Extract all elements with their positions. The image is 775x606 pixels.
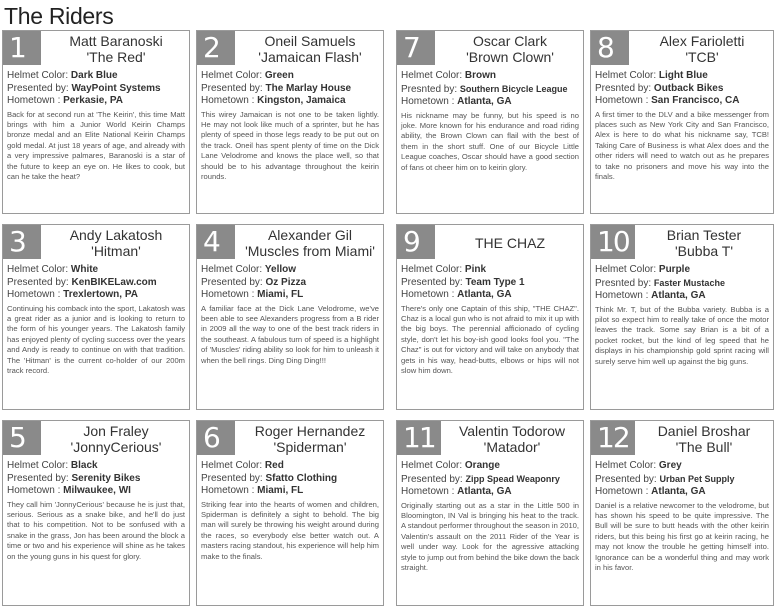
presented-label: Presnted by: <box>595 277 654 289</box>
rider-bio: Think Mr. T, but of the Bubba variety. Bubba is a pilot so expect him to really take of once the motor leaves the track. Some say Brian is a bit of a pocket rocket, but the kind of leg speed that he displays in his championship gold sprint racing will surely serve him well up against the big guns. <box>595 304 769 366</box>
helmet-color: Light Blue <box>658 70 708 81</box>
hometown: Trexlertown, PA <box>63 289 138 300</box>
helmet-label: Helmet Color: <box>595 264 659 275</box>
rider-name: Brian Tester <box>666 227 742 243</box>
helmet-color: Orange <box>464 460 500 471</box>
presented-label: Presented by: <box>401 276 466 288</box>
page-title: The Riders <box>4 3 114 29</box>
sponsor: Southern Bicycle League <box>459 83 568 94</box>
helmet-color: Yellow <box>264 264 297 275</box>
hometown: Atlanta, GA <box>651 290 706 301</box>
sponsor: Oz Pizza <box>265 276 307 288</box>
sponsor: Sfatto Clothing <box>265 472 338 484</box>
sponsor: Faster Mustache <box>653 277 725 288</box>
hometown: San Francisco, CA <box>651 95 740 106</box>
rider-name: Jon Fraley <box>83 423 149 439</box>
rider-number-badge: 3 <box>3 225 41 259</box>
helmet-color: Grey <box>658 460 682 471</box>
rider-name: Oscar Clark <box>473 33 547 49</box>
rider-name: Roger Hernandez <box>254 423 366 439</box>
helmet-label: Helmet Color: <box>201 264 265 275</box>
helmet-color: Purple <box>658 264 691 275</box>
rider-card-6 <box>196 420 384 606</box>
presented-label: Presented by: <box>201 82 266 94</box>
rider-number-badge: 10 <box>591 225 635 259</box>
presented-label: Presnted by: <box>595 82 654 94</box>
sponsor: Team Type 1 <box>465 276 525 288</box>
rider-nickname: 'Brown Clown' <box>466 49 554 65</box>
helmet-label: Helmet Color: <box>7 70 71 81</box>
rider-number-badge: 12 <box>591 421 635 455</box>
rider-card-10 <box>590 224 774 410</box>
presented-label: Presented by: <box>201 276 266 288</box>
rider-bio: His nickname may be funny, but his speed is no joke. More known for his endurance and road riding ability, the Brown Clown can flail with the best of them in the short stuff. One of our Bicycle Little League coaches, Oscar should have a good section of fans ot cheer him on to keirin glory. <box>401 110 579 172</box>
sponsor: The Marlay House <box>265 82 352 94</box>
rider-card-8 <box>590 30 774 214</box>
hometown-label: Hometown : <box>595 486 652 497</box>
rider-number-badge: 11 <box>397 421 441 455</box>
rider-nickname: 'The Red' <box>86 49 146 65</box>
hometown-label: Hometown : <box>7 95 64 106</box>
helmet-color: Red <box>264 460 284 471</box>
rider-bio: A first timer to the DLV and a bike messenger from places such as New York City and San Francisco, Alex is here to do what his nickname say, TCB! Taking Care of Business is what Alex does and the other riders will need to watch out as he prepares to take no prisoners and move his way into the finals. <box>595 109 769 181</box>
helmet-color: Green <box>264 70 294 81</box>
helmet-label: Helmet Color: <box>401 460 465 471</box>
helmet-color: White <box>70 264 99 275</box>
rider-number-badge: 2 <box>197 31 235 65</box>
sponsor: Urban Pet Supply <box>659 473 735 484</box>
presented-label: Presented by: <box>7 82 72 94</box>
hometown: Milwaukee, WI <box>63 485 131 496</box>
rider-card-4 <box>196 224 384 410</box>
rider-number-badge: 5 <box>3 421 41 455</box>
helmet-label: Helmet Color: <box>7 264 71 275</box>
rider-bio: Continuing his comback into the sport, Lakatosh was a great rider as a junior and is looking to return to the form of his younger years. The Lakatosh family has enjoyed plenty of cycling success over the years and Andy is ready to continue on with that tradition. The 'Hitman' is the current co-holder of our 200m track record. <box>7 303 185 375</box>
helmet-color: Dark Blue <box>70 70 118 81</box>
rider-bio: They call him 'JonnyCerious' because he is just that, serious. Serious as a snake bike, and he'll do just that to his competition. Not to be sonfused with a snake in the grass, Jon has been around the block a time or two and his experience will shine as he takes on the young guns in his quest for glory. <box>7 499 185 561</box>
hometown-label: Hometown : <box>201 485 258 496</box>
rider-card-11 <box>396 420 584 606</box>
presented-label: Presented by: <box>7 472 72 484</box>
helmet-label: Helmet Color: <box>201 70 265 81</box>
helmet-label: Helmet Color: <box>595 460 659 471</box>
rider-bio: A familiar face at the Dick Lane Velodrome, we've been able to see Alexanders progress from a B rider in 2009 all the way to one of the best track riders in the southeast. A fabulous turn of speed is a highlight of 'Muscles' riding ability so look for him to unleash it when the bell rings. Ding Ding Ding!!! <box>201 303 379 365</box>
rider-number-badge: 4 <box>197 225 235 259</box>
rider-bio: Daniel is a relative newcomer to the velodrome, but has shown his speed to be quite impressive. The Bull will be sure to butt heads with the other keirin riders, but this being his first go at keirin racing, he may not know the trouble he getting himself into. Ignorance can be a wonderful thing and may work in his favor. <box>595 500 769 572</box>
rider-bio: Striking fear into the hearts of women and children, Spiderman is definitely a sight to behold. The big man will surely be throwing his weight around during the races, so everybody else better watch out. A masters racing standout, his experience will help him make to the finals. <box>201 499 379 561</box>
sponsor: Zipp Spead Weaponry <box>465 473 560 484</box>
hometown-label: Hometown : <box>401 96 458 107</box>
rider-name: Alexander Gil <box>267 227 353 243</box>
hometown: Miami, FL <box>257 289 304 300</box>
rider-name: Daniel Broshar <box>657 423 751 439</box>
rider-bio: Back for at second run at 'The Keirin', this time Matt brings with him a Junior World Keirin Champs bronze medal and an Elite National Keirin Champs gold medal. At just 18 years of age, and already with a very impressive palmares, Baranoski is a star of the future to keep an eye on. He likes to cook, but can he take the heat? <box>7 109 185 181</box>
presented-label: Presented by: <box>201 472 266 484</box>
presented-label: Presented by: <box>7 276 72 288</box>
sponsor: Serenity Bikes <box>71 472 141 484</box>
hometown: Atlanta, GA <box>457 96 512 107</box>
hometown-label: Hometown : <box>595 290 652 301</box>
hometown: Kingston, Jamaica <box>257 95 346 106</box>
rider-nickname: 'Jamaican Flash' <box>258 49 362 65</box>
rider-name: Oneil Samuels <box>264 33 356 49</box>
hometown: Perkasie, PA <box>63 95 123 106</box>
helmet-label: Helmet Color: <box>595 70 659 81</box>
rider-number-badge: 8 <box>591 31 629 65</box>
rider-card-3 <box>2 224 190 410</box>
rider-number-badge: 7 <box>397 31 435 65</box>
riders-grid <box>0 30 775 606</box>
rider-number-badge: 6 <box>197 421 235 455</box>
rider-name: THE CHAZ <box>475 235 545 251</box>
sponsor: KenBIKELaw.com <box>71 276 157 288</box>
hometown: Miami, FL <box>257 485 304 496</box>
sponsor: Outback Bikes <box>653 82 724 94</box>
rider-bio: Originally starting out as a star in the Little 500 in Bloomington, IN Val is bringing his heat to the track. A standout performer throughout the season in 2010, Valentin's assault on the 2011 Rider of the Year is well under way. Look for the agressive attacking style to jump out from behind the bike down the back straight. <box>401 500 579 572</box>
rider-name: Valentin Todorow <box>458 423 566 439</box>
rider-nickname: 'Bubba T' <box>674 243 734 259</box>
hometown: Atlanta, GA <box>457 289 512 300</box>
hometown-label: Hometown : <box>7 289 64 300</box>
rider-name: Matt Baranoski <box>69 33 163 49</box>
helmet-color: Black <box>70 460 98 471</box>
rider-bio: There's only one Captain of this ship, "THE CHAZ". Chaz is a local gun who is not afraid to mix it up with the big boys. The perennial afficionado of cycling style, don't let his boy-ish good looks fool you. "The Chaz" is out for victory and will take on anybody that gets in his way, head-butts, elbows or hips will not slow him down. <box>401 303 579 375</box>
presented-label: Presnted by: <box>401 83 460 95</box>
rider-card-1 <box>2 30 190 214</box>
presented-label: Presented by: <box>595 473 660 485</box>
rider-name: Andy Lakatosh <box>69 227 163 243</box>
helmet-label: Helmet Color: <box>401 264 465 275</box>
rider-number-badge: 9 <box>397 225 435 259</box>
hometown: Atlanta, GA <box>457 486 512 497</box>
hometown-label: Hometown : <box>7 485 64 496</box>
helmet-color: Brown <box>464 70 497 81</box>
rider-nickname: 'Muscles from Miami' <box>245 243 375 259</box>
hometown-label: Hometown : <box>595 95 652 106</box>
rider-nickname: 'Spiderman' <box>273 439 347 455</box>
helmet-label: Helmet Color: <box>201 460 265 471</box>
hometown-label: Hometown : <box>401 289 458 300</box>
rider-nickname: 'Hitman' <box>91 243 141 259</box>
hometown-label: Hometown : <box>401 486 458 497</box>
helmet-label: Helmet Color: <box>7 460 71 471</box>
sponsor: WayPoint Systems <box>71 82 161 94</box>
helmet-color: Pink <box>464 264 487 275</box>
rider-card-7 <box>396 30 584 214</box>
hometown-label: Hometown : <box>201 289 258 300</box>
hometown: Atlanta, GA <box>651 486 706 497</box>
presented-label: Presented by: <box>401 473 466 485</box>
rider-card-5 <box>2 420 190 606</box>
rider-card-9 <box>396 224 584 410</box>
rider-card-2 <box>196 30 384 214</box>
rider-nickname: 'The Bull' <box>675 439 733 455</box>
helmet-label: Helmet Color: <box>401 70 465 81</box>
rider-nickname: 'Matador' <box>483 439 541 455</box>
hometown-label: Hometown : <box>201 95 258 106</box>
rider-number-badge: 1 <box>3 31 41 65</box>
rider-name: Alex Farioletti <box>659 33 745 49</box>
rider-nickname: 'TCB' <box>685 49 719 65</box>
rider-bio: This wirey Jamaican is not one to be taken lightly. He may not look like much of a sprinter, but he has plenty of speed in those legs ready to be put out on the track. Oneil has spent plenty of time on the Dick Lane Velodrome and knows the place well, so that should be to his advantage throughout the keirin rounds. <box>201 109 379 181</box>
rider-card-12 <box>590 420 774 606</box>
rider-nickname: 'JonnyCerious' <box>70 439 162 455</box>
